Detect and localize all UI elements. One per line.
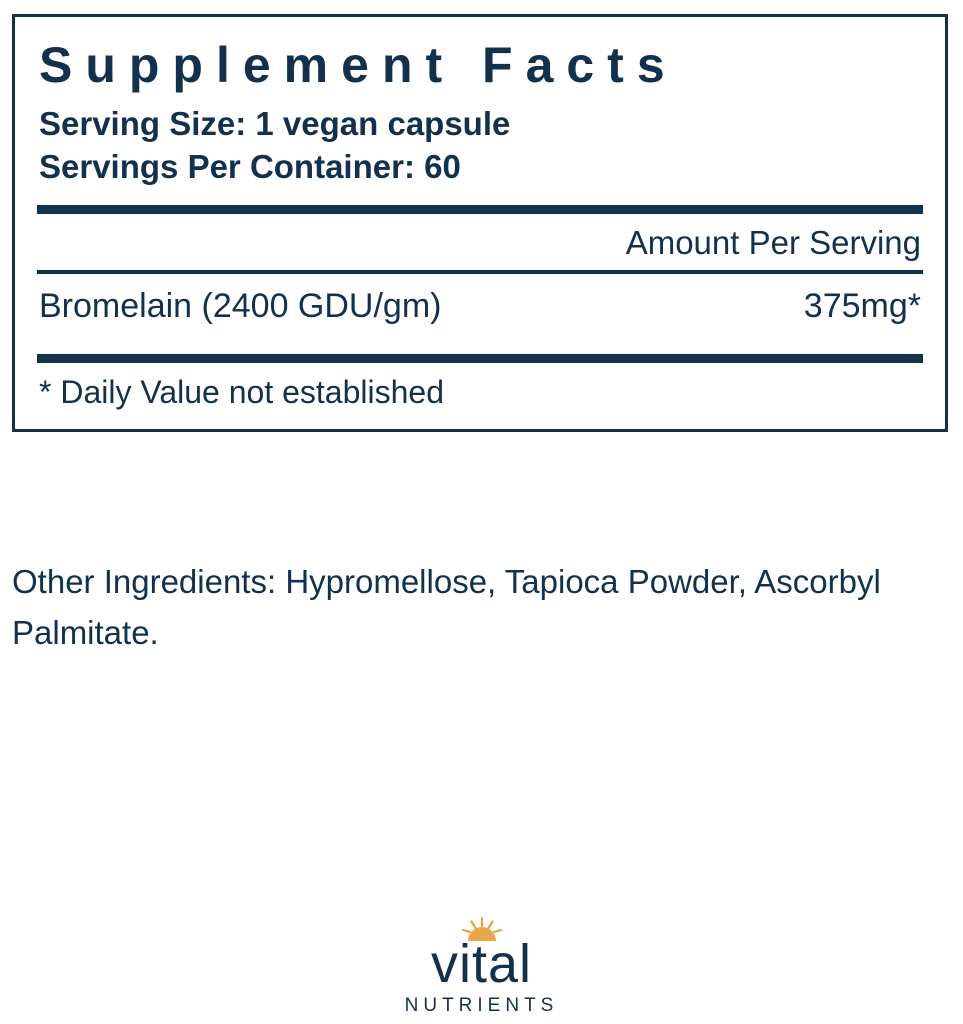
servings-per-container: Servings Per Container: 60: [39, 148, 461, 186]
table-row: [37, 274, 923, 338]
supplement-facts-panel: [12, 14, 948, 432]
divider-heavy-bottom: [37, 354, 923, 363]
brand-logo: [0, 917, 963, 1018]
brand-name: vital: [430, 934, 533, 995]
serving-size: Serving Size: 1 vegan capsule: [39, 104, 511, 142]
daily-value-footnote: * Daily Value not established: [39, 373, 444, 410]
panel-title: Supplement Facts: [39, 37, 678, 93]
ingredient-name: Bromelain (2400 GDU/gm): [39, 287, 442, 326]
other-ingredients-text: Other Ingredients: Hypromellose, Tapioca Powder, Ascorbyl Palmitate.: [12, 563, 881, 652]
divider-heavy-top: [37, 205, 923, 214]
brand-subtitle: NUTRIENTS: [404, 995, 559, 1017]
amount-per-serving-header: Amount Per Serving: [625, 223, 921, 261]
ingredient-amount: 375mg*: [803, 287, 921, 326]
